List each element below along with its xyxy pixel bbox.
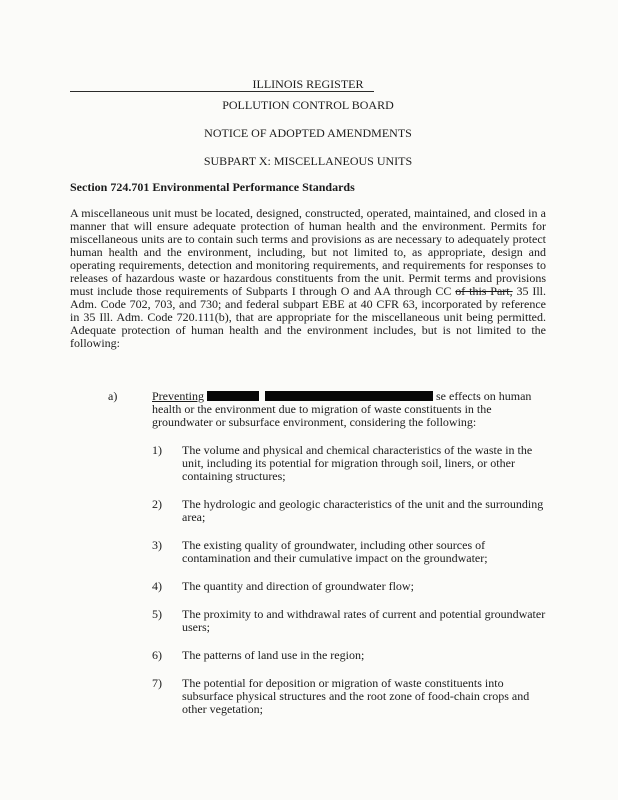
list-item (152, 677, 546, 716)
list-item-number: 5) (152, 607, 162, 621)
list-item-text: The quantity and direction of groundwater flow; (182, 579, 414, 593)
intro-text-1: A miscellaneous unit must be located, designed, constructed, operated, maintained, and closed in a manner that will ensure adequate protection of human health and the environment. Permits for miscellaneous units are to contain such terms and provisions as are necessary to adequately protect human health and the environment, including, but not limited to, as appropriate, design and operating requirements, detection and monitoring requirements, and requirements for responses to releases of hazardous waste or hazardous constituents from the unit. Permit terms and provisions must include those requirements of Subparts I through O and AA through CC (70, 206, 546, 298)
register-title-block (70, 78, 546, 91)
subitem-list (152, 444, 546, 716)
item-a-label: a) (108, 389, 118, 403)
list-item (152, 498, 546, 524)
list-item-number: 1) (152, 443, 162, 457)
list-item-number: 7) (152, 676, 162, 690)
intro-text-2: 35 Ill. Adm. Code 702, 703, and 730; and federal subpart EBE at 40 CFR 63, incorporated by reference in 35 Ill. Adm. Code 720.111(b), that are appropriate for the miscellaneous unit being permitted. Adequate protection of human health and the environment includes, but is not limited to the following: (70, 284, 546, 350)
list-item-text: The potential for deposition or migration of waste constituents into subsurface physical structures and the root zone of food-chain crops and other vegetation; (182, 676, 530, 716)
list-item-number: 3) (152, 538, 162, 552)
list-item-number: 6) (152, 648, 162, 662)
list-item (152, 444, 546, 483)
notice-title: NOTICE OF ADOPTED AMENDMENTS (204, 126, 412, 140)
redaction-bar (207, 391, 259, 401)
list-item-text: The volume and physical and chemical characteristics of the waste in the unit, including its potential for migration through soil, liners, or other containing structures; (182, 443, 533, 483)
list-item-text: The hydrologic and geologic characteristics of the unit and the surrounding area; (182, 497, 544, 524)
register-title: ILLINOIS REGISTER (252, 77, 364, 91)
list-item-number: 4) (152, 579, 162, 593)
intro-struck-text: of this Part, (455, 284, 513, 298)
item-a (108, 390, 546, 429)
list-item (152, 608, 546, 634)
list-item-text: The existing quality of groundwater, including other sources of contamination and their cumulative impact on the groundwater; (182, 538, 488, 565)
list-item (152, 580, 546, 593)
title-underline (70, 91, 374, 92)
list-item-text: The patterns of land use in the region; (182, 648, 365, 662)
intro-paragraph (70, 207, 546, 350)
list-item-text: The proximity to and withdrawal rates of current and potential groundwater users; (182, 607, 546, 634)
section-heading: Section 724.701 Environmental Performance Standards (70, 180, 355, 194)
list-item (152, 649, 546, 662)
redaction-bar (265, 391, 433, 401)
board-title: POLLUTION CONTROL BOARD (222, 98, 394, 112)
list-item (152, 539, 546, 565)
item-a-body (152, 390, 546, 429)
subpart-title: SUBPART X: MISCELLANEOUS UNITS (203, 154, 413, 168)
list-item-number: 2) (152, 497, 162, 511)
item-a-text: se effects on human health or the environment due to migration of waste constituents in the groundwater or subsurface environment, considering the following: (152, 389, 532, 429)
item-a-lead: Preventing (152, 389, 204, 403)
